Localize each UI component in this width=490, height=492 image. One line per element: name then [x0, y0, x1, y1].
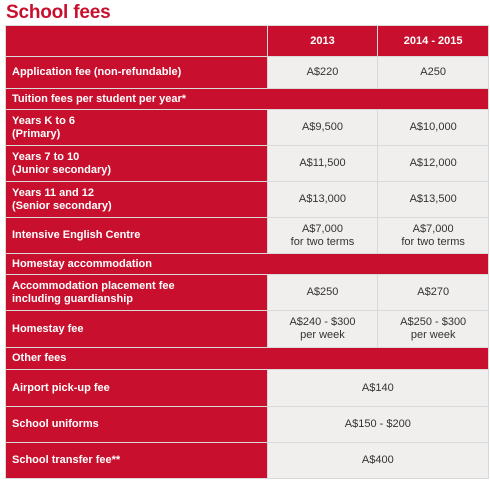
row-label-airport-pickup: Airport pick-up fee: [6, 370, 268, 407]
row-label-school-transfer: School transfer fee**: [6, 443, 268, 479]
application-fee-2013: A$220: [267, 57, 378, 89]
row-label-years-k-6: Years K to 6 (Primary): [6, 110, 268, 146]
table-row: [6, 407, 489, 443]
table-header-row: [6, 26, 489, 57]
years-7-10-2014: A$12,000: [378, 146, 489, 182]
section-row: [6, 348, 489, 370]
section-row: [6, 254, 489, 275]
accommodation-placement-2013: A$250: [267, 275, 378, 311]
years-k-6-2014: A$10,000: [378, 110, 489, 146]
accommodation-placement-2014: A$270: [378, 275, 489, 311]
intensive-english-2013: A$7,000 for two terms: [267, 218, 378, 254]
row-label-years-7-10: Years 7 to 10 (Junior secondary): [6, 146, 268, 182]
header-2014-2015: 2014 - 2015: [378, 26, 489, 57]
row-label-school-uniforms: School uniforms: [6, 407, 268, 443]
row-label-application-fee: Application fee (non-refundable): [6, 57, 268, 89]
years-7-10-2013: A$11,500: [267, 146, 378, 182]
section-row: [6, 89, 489, 110]
school-transfer-fee: A$400: [267, 443, 488, 479]
row-label-years-11-12: Years 11 and 12 (Senior secondary): [6, 182, 268, 218]
table-row: [6, 57, 489, 89]
homestay-fee-2013: A$240 - $300 per week: [267, 311, 378, 348]
application-fee-2014: A250: [378, 57, 489, 89]
page-title: School fees: [6, 2, 111, 23]
row-label-intensive-english: Intensive English Centre: [6, 218, 268, 254]
table-row: [6, 311, 489, 348]
school-uniforms-fee: A$150 - $200: [267, 407, 488, 443]
years-11-12-2013: A$13,000: [267, 182, 378, 218]
homestay-fee-2014: A$250 - $300 per week: [378, 311, 489, 348]
table-row: [6, 146, 489, 182]
intensive-english-2014: A$7,000 for two terms: [378, 218, 489, 254]
table-row: [6, 110, 489, 146]
years-11-12-2014: A$13,500: [378, 182, 489, 218]
table-row: [6, 443, 489, 479]
table-row: [6, 182, 489, 218]
table-row: [6, 370, 489, 407]
header-2013: 2013: [267, 26, 378, 57]
years-k-6-2013: A$9,500: [267, 110, 378, 146]
header-blank-cell: [6, 26, 268, 57]
section-other-fees: Other fees: [6, 348, 489, 370]
row-label-homestay-fee: Homestay fee: [6, 311, 268, 348]
section-homestay: Homestay accommodation: [6, 254, 489, 275]
section-tuition: Tuition fees per student per year*: [6, 89, 489, 110]
table-row: [6, 218, 489, 254]
row-label-accommodation-placement: Accommodation placement fee including guardianship: [6, 275, 268, 311]
airport-pickup-fee: A$140: [267, 370, 488, 407]
table-row: [6, 275, 489, 311]
fees-table: [5, 25, 489, 479]
